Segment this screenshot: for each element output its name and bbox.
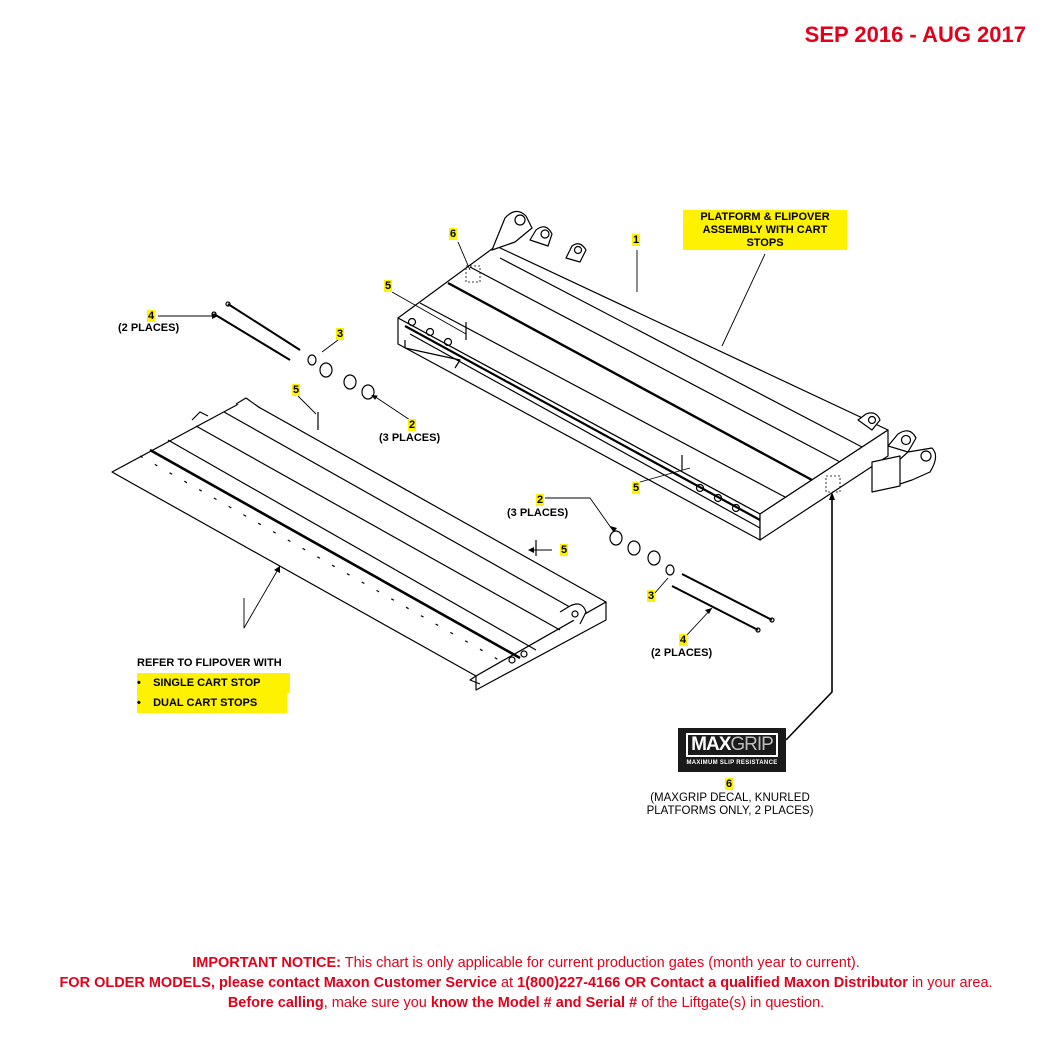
assembly-callout-label: PLATFORM & FLIPOVER ASSEMBLY WITH CART STOPS [683,210,847,250]
callout-5-b: 5 [293,384,300,396]
callout-5-d: 5 [561,544,568,556]
refer-to-flipover-note [137,653,290,713]
callout-2-a: 2 [409,419,416,431]
refer-item-dual-cart-stops[interactable]: • DUAL CART STOPS [137,693,287,713]
date-range-title: SEP 2016 - AUG 2017 [804,22,1026,47]
callout-4-a: 4 [148,310,155,322]
important-notice: IMPORTANT NOTICE: This chart is only applicable for current production gates (month year to current). FOR OLDER MODELS, please contact Maxon Customer Service at 1(800)227-4166 OR Contact a qualified Maxon Distributor in your area. Before calling, make sure you know the Model # and Serial # of the Liftgate(s) in question. [59,955,993,1011]
callout-3-b: 3 [648,590,655,602]
lower-hardware [610,531,774,632]
platform-assembly [398,211,936,540]
refer-item-single-cart-stop[interactable]: • SINGLE CART STOP [137,673,290,693]
callout-4-b: 4 [680,634,687,646]
decal-description: (MAXGRIP DECAL, KNURLED PLATFORMS ONLY, 2 PLACES) [646,792,814,817]
callout-5-c: 5 [633,482,640,494]
callout-2-b-places: (3 PLACES) [507,507,569,519]
callout-1: 1 [633,234,640,246]
flipover-assembly [112,398,606,690]
callout-2-a-places: (3 PLACES) [379,432,441,444]
refer-title: REFER TO FLIPOVER WITH [137,657,282,669]
callout-5-a: 5 [385,280,392,292]
callout-3-a: 3 [337,328,344,340]
maxgrip-decal-logo: MAXGRIP MAXIMUM SLIP RESISTANCE [678,728,786,772]
callout-4-a-places: (2 PLACES) [118,322,180,334]
callout-4-b-places: (2 PLACES) [651,647,713,659]
callout-6-bottom: 6 [726,778,733,790]
callout-2-b: 2 [537,494,544,506]
callout-6-top: 6 [450,228,457,240]
